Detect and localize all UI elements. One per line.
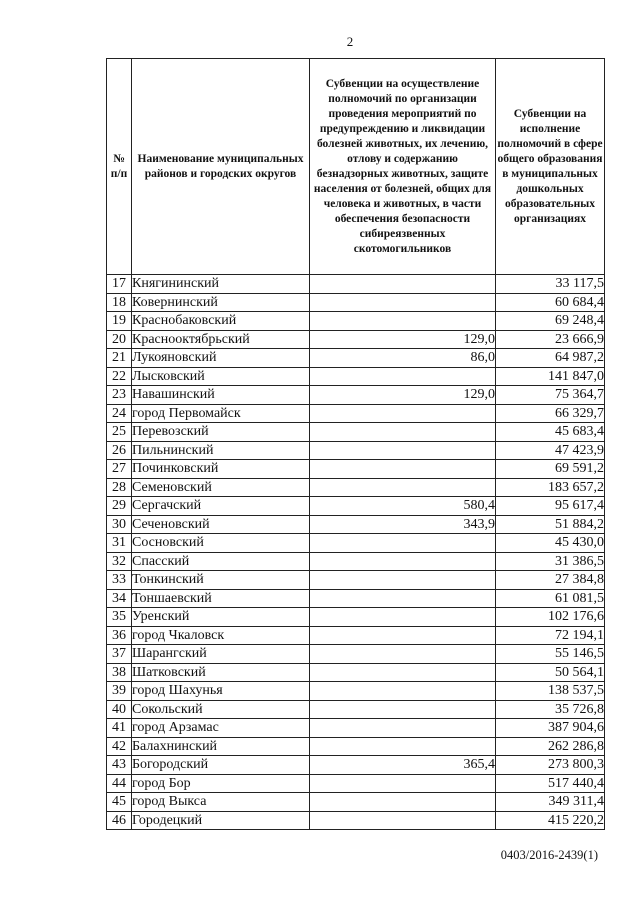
row-district-name: город Арзамас [132,719,310,738]
row-district-name: Балахнинский [132,737,310,756]
row-district-name: Перевозский [132,423,310,442]
table-row [107,330,605,349]
row-district-name: Спасский [132,552,310,571]
row-veterinary-value [310,737,496,756]
row-number: 42 [107,737,132,756]
row-number: 36 [107,626,132,645]
row-number: 45 [107,793,132,812]
row-district-name: Ковернинский [132,293,310,312]
table-row [107,349,605,368]
row-education-value: 69 591,2 [496,460,605,479]
row-number: 37 [107,645,132,664]
row-veterinary-value [310,719,496,738]
table-row [107,312,605,331]
row-veterinary-value [310,293,496,312]
row-number: 44 [107,774,132,793]
row-veterinary-value [310,700,496,719]
row-veterinary-value [310,589,496,608]
row-veterinary-value [310,367,496,386]
row-education-value: 183 657,2 [496,478,605,497]
row-education-value: 138 537,5 [496,682,605,701]
row-education-value: 387 904,6 [496,719,605,738]
row-district-name: город Выкса [132,793,310,812]
row-education-value: 35 726,8 [496,700,605,719]
row-district-name: Тонкинский [132,571,310,590]
row-number: 19 [107,312,132,331]
table-row [107,515,605,534]
table-row [107,756,605,775]
row-number: 33 [107,571,132,590]
row-district-name: Краснобаковский [132,312,310,331]
row-number: 23 [107,386,132,405]
row-education-value: 75 364,7 [496,386,605,405]
row-district-name: Богородский [132,756,310,775]
row-number: 32 [107,552,132,571]
row-education-value: 23 666,9 [496,330,605,349]
row-education-value: 517 440,4 [496,774,605,793]
row-number: 43 [107,756,132,775]
header-district-name: Наименование муниципальных районов и городских округов [132,59,310,275]
table-row [107,386,605,405]
table-row [107,367,605,386]
table-row [107,571,605,590]
row-district-name: Лысковский [132,367,310,386]
row-veterinary-value: 343,9 [310,515,496,534]
row-veterinary-value: 580,4 [310,497,496,516]
header-education-subvention: Субвенции на исполнение полномочий в сфере общего образования в муниципальных дошкольных образовательных организациях [496,59,605,275]
row-education-value: 95 617,4 [496,497,605,516]
row-veterinary-value [310,811,496,830]
row-district-name: Починковский [132,460,310,479]
table-row [107,663,605,682]
row-veterinary-value [310,682,496,701]
row-education-value: 262 286,8 [496,737,605,756]
row-veterinary-value: 365,4 [310,756,496,775]
row-district-name: Княгининский [132,275,310,294]
header-veterinary-subvention: Субвенции на осуществление полномочий по организации проведения мероприятий по предупреждению и ликвидации болезней животных, их лечению, отлову и содержанию безнадзорных животных, защите населения от болезней, общих для человека и животных, в части обеспечения безопасности сибиреязвенных скотомогильников [310,59,496,275]
table-row [107,793,605,812]
row-veterinary-value [310,645,496,664]
row-education-value: 102 176,6 [496,608,605,627]
table-row [107,774,605,793]
row-education-value: 31 386,5 [496,552,605,571]
row-veterinary-value [310,626,496,645]
table-row [107,626,605,645]
row-veterinary-value [310,552,496,571]
row-education-value: 27 384,8 [496,571,605,590]
row-district-name: город Бор [132,774,310,793]
table-row [107,534,605,553]
row-education-value: 415 220,2 [496,811,605,830]
row-number: 27 [107,460,132,479]
row-education-value: 50 564,1 [496,663,605,682]
row-district-name: Краснооктябрьский [132,330,310,349]
row-number: 18 [107,293,132,312]
row-number: 24 [107,404,132,423]
table-row [107,460,605,479]
row-number: 31 [107,534,132,553]
table-row [107,552,605,571]
table-row [107,737,605,756]
table-row [107,497,605,516]
table-row [107,719,605,738]
row-number: 25 [107,423,132,442]
row-district-name: город Шахунья [132,682,310,701]
row-district-name: Семеновский [132,478,310,497]
row-number: 30 [107,515,132,534]
row-education-value: 349 311,4 [496,793,605,812]
table-row [107,811,605,830]
row-district-name: Тоншаевский [132,589,310,608]
row-education-value: 273 800,3 [496,756,605,775]
row-education-value: 51 884,2 [496,515,605,534]
row-district-name: Сосновский [132,534,310,553]
row-number: 28 [107,478,132,497]
row-veterinary-value [310,534,496,553]
row-number: 38 [107,663,132,682]
row-veterinary-value: 129,0 [310,330,496,349]
row-education-value: 60 684,4 [496,293,605,312]
row-district-name: Навашинский [132,386,310,405]
table-row [107,275,605,294]
page-number: 2 [346,34,354,49]
table-row [107,423,605,442]
row-number: 46 [107,811,132,830]
row-district-name: Пильнинский [132,441,310,460]
row-education-value: 72 194,1 [496,626,605,645]
table-row [107,441,605,460]
row-veterinary-value [310,423,496,442]
row-district-name: Сокольский [132,700,310,719]
row-education-value: 47 423,9 [496,441,605,460]
row-number: 22 [107,367,132,386]
row-veterinary-value [310,275,496,294]
table-row [107,700,605,719]
row-education-value: 66 329,7 [496,404,605,423]
row-district-name: Городецкий [132,811,310,830]
table-header-row [107,59,605,275]
row-veterinary-value [310,793,496,812]
table-row [107,478,605,497]
table-body [107,275,605,830]
row-number: 20 [107,330,132,349]
row-number: 17 [107,275,132,294]
table-row [107,589,605,608]
row-number: 40 [107,700,132,719]
row-district-name: город Чкаловск [132,626,310,645]
row-district-name: Сеченовский [132,515,310,534]
row-number: 29 [107,497,132,516]
row-education-value: 64 987,2 [496,349,605,368]
row-education-value: 45 430,0 [496,534,605,553]
row-veterinary-value [310,478,496,497]
table-row [107,293,605,312]
row-number: 41 [107,719,132,738]
row-education-value: 61 081,5 [496,589,605,608]
row-education-value: 141 847,0 [496,367,605,386]
row-district-name: Лукояновский [132,349,310,368]
row-district-name: Шарангский [132,645,310,664]
row-veterinary-value [310,441,496,460]
row-education-value: 45 683,4 [496,423,605,442]
table-row [107,682,605,701]
row-number: 34 [107,589,132,608]
row-number: 26 [107,441,132,460]
row-education-value: 33 117,5 [496,275,605,294]
row-education-value: 69 248,4 [496,312,605,331]
row-veterinary-value [310,663,496,682]
document-code: 0403/2016-2439(1) [500,848,598,862]
row-district-name: Сергачский [132,497,310,516]
table-row [107,404,605,423]
row-veterinary-value [310,571,496,590]
row-veterinary-value [310,774,496,793]
table-row [107,645,605,664]
row-veterinary-value: 129,0 [310,386,496,405]
row-veterinary-value: 86,0 [310,349,496,368]
row-district-name: Шатковский [132,663,310,682]
subventions-table [106,58,605,830]
row-number: 21 [107,349,132,368]
row-district-name: Уренский [132,608,310,627]
row-veterinary-value [310,608,496,627]
row-number: 35 [107,608,132,627]
row-veterinary-value [310,312,496,331]
header-number: № п/п [107,59,132,275]
row-veterinary-value [310,404,496,423]
table-row [107,608,605,627]
row-veterinary-value [310,460,496,479]
row-number: 39 [107,682,132,701]
row-district-name: город Первомайск [132,404,310,423]
row-education-value: 55 146,5 [496,645,605,664]
